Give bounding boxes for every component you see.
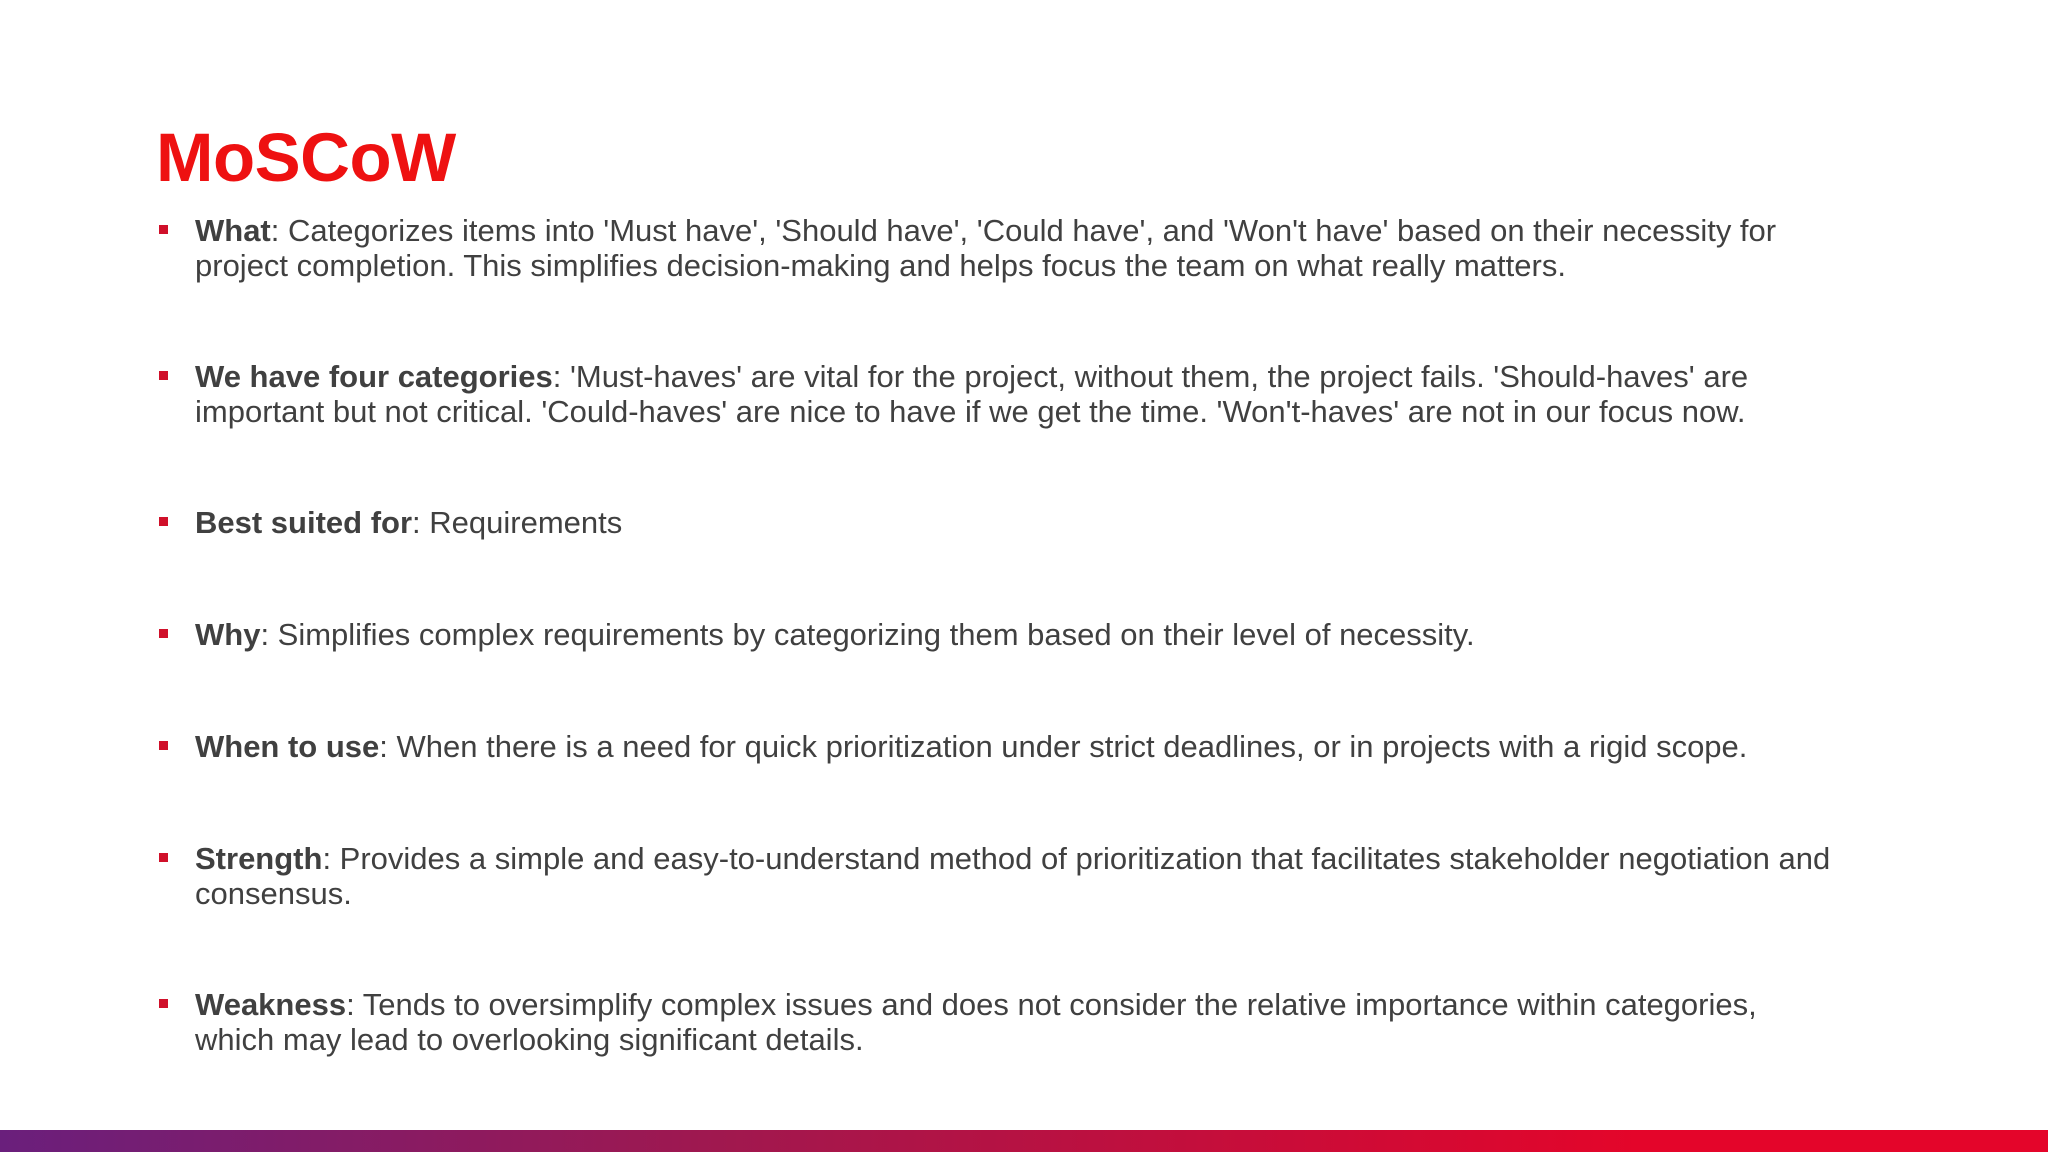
square-bullet-icon: [159, 629, 168, 638]
bullet-item-best-suited: [158, 505, 1858, 540]
bullet-label: Why: [195, 617, 261, 652]
bullet-label: We have four categories: [195, 359, 553, 394]
bullet-text: : Categorizes items into 'Must have', 'Should have', 'Could have', and 'Won't have' based on their necessity for project completion. This simplifies decision-making and helps focus the team on what really matters.: [195, 213, 1777, 283]
bullet-content: [195, 213, 1835, 283]
bullet-item-why: [158, 617, 1858, 652]
bullet-content: [195, 359, 1835, 429]
bullet-content: [195, 505, 1835, 540]
bullet-text: : Simplifies complex requirements by categorizing them based on their level of necessity.: [260, 617, 1475, 652]
square-bullet-icon: [159, 853, 168, 862]
footer-gradient-bar: [0, 1130, 2048, 1152]
bullet-text: : Requirements: [412, 505, 623, 540]
bullet-label: Strength: [195, 841, 323, 876]
bullet-label: Weakness: [195, 987, 347, 1022]
bullet-label: When to use: [195, 729, 380, 764]
bullet-content: [195, 729, 1835, 764]
bullet-content: [195, 617, 1835, 652]
bullet-label: Best suited for: [195, 505, 413, 540]
square-bullet-icon: [159, 999, 168, 1008]
bullet-item-what: [158, 213, 1858, 283]
bullet-text: : 'Must-haves' are vital for the project, without them, the project fails. 'Should-haves' are important but not critical. 'Could-haves' are nice to have if we get the time. 'Won't-haves' are not in our focus now.: [195, 359, 1749, 429]
slide-title: MoSCoW: [156, 119, 456, 196]
bullet-item-weakness: [158, 987, 1858, 1057]
bullet-item-categories: [158, 359, 1858, 429]
bullet-content: [195, 987, 1835, 1057]
bullet-label: What: [195, 213, 271, 248]
bullet-text: : When there is a need for quick prioritization under strict deadlines, or in projects with a rigid scope.: [379, 729, 1748, 764]
square-bullet-icon: [159, 517, 168, 526]
bullet-text: : Provides a simple and easy-to-understand method of prioritization that facilitates stakeholder negotiation and consensus.: [195, 841, 1831, 911]
square-bullet-icon: [159, 371, 168, 380]
square-bullet-icon: [159, 225, 168, 234]
bullet-item-when: [158, 729, 1858, 764]
bullet-text: : Tends to oversimplify complex issues and does not consider the relative importance within categories, which may lead to overlooking significant details.: [195, 987, 1757, 1057]
bullet-item-strength: [158, 841, 1858, 911]
bullet-content: [195, 841, 1835, 911]
square-bullet-icon: [159, 741, 168, 750]
